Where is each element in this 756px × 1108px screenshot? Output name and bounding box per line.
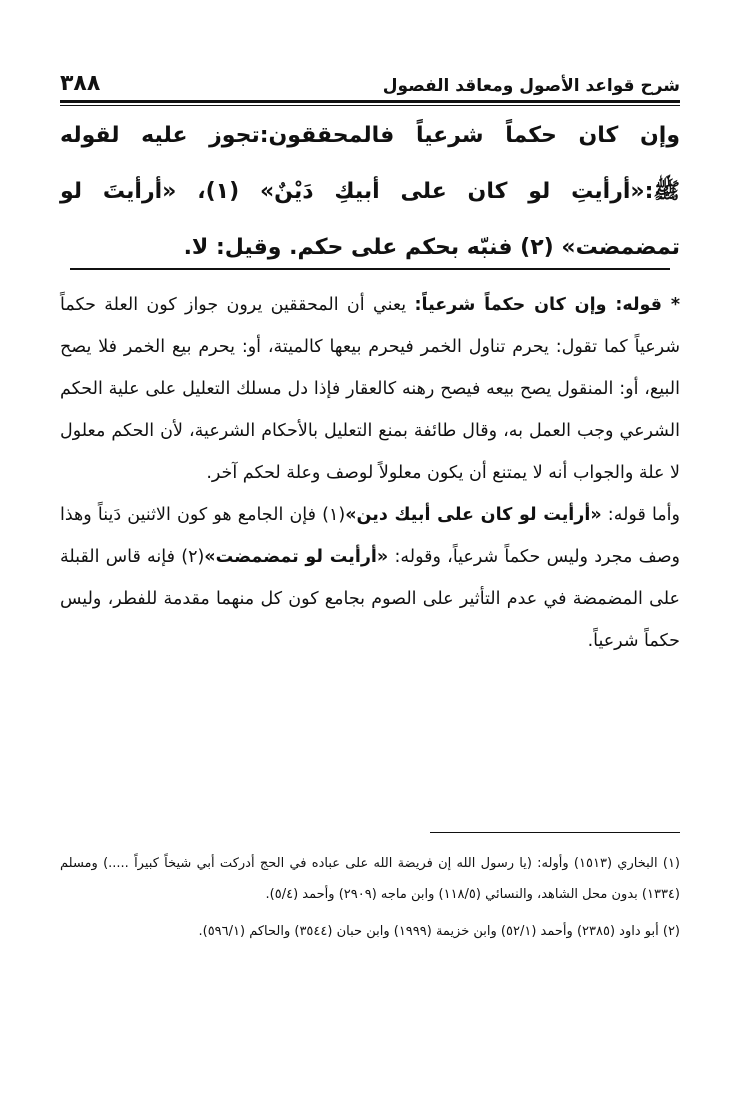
commentary-p2-b: (١) فإن الجامع هو كون الاثنين دَيناً وهذا وصف مجرد وليس حكماً شرعياً، وقوله:	[60, 505, 681, 567]
commentary-paragraph-2	[60, 494, 680, 662]
commentary-p2-c: (٢) فإنه قاس القبلة على المضمضة في عدم التأثير على الصوم بجامع كون كل منهما مقدمة للفطر، وليس حكماً شرعياً.	[60, 547, 680, 651]
commentary-p2-a: وأما قوله:	[601, 505, 680, 525]
page-number: ٣٨٨	[60, 71, 101, 96]
footnote-2: (٢) أبو داود (٢٣٨٥) وأحمد (٥٢/١) وابن خزيمة (١٩٩٩) وابن حبان (٣٥٤٤) والحاكم (٥٩٦/١).	[198, 924, 680, 939]
header-rule-thick	[60, 100, 680, 103]
section-divider	[70, 268, 670, 270]
footnote-divider	[430, 832, 680, 833]
running-title: شرح قواعد الأصول ومعاقد الفصول	[382, 76, 680, 96]
commentary-body-1: يعني أن المحققين يرون جواز كون العلة حكماً شرعياً كما تقول: يحرم تناول الخمر فيحرم بيعها كالميتة، أو: يحرم بيع الخمر فلا يصح البيع، أو: المنقول يصح بيعه فيصح رهنه كالعقار فإذا دل مسلك التعليل على علية الحكم الشرعي وجب العمل به، وقال طائفة بمنع التعليل بالأحكام الشرعية، لأن الحكم معلول لا علة والجواب أنه لا يمتنع أن يكون معلولاً لوصف وعلة لحكم آخر.	[60, 295, 680, 483]
footnote-1: (١) البخاري (١٥١٣) وأوله: (يا رسول الله إن فريضة الله على عباده في الحج أدركت أبي شيخاً كبيراً .....) ومسلم (١٣٣٤) بدون محل الشاهد، والنسائي (١١٨/٥) وابن ماجه (٢٩٠٩) وأحمد (٥/٤).	[60, 856, 680, 902]
commentary-lead: * قوله: وإن كان حكماً شرعياً:	[414, 295, 680, 315]
commentary-quote-1: «أرأيت لو كان على أبيك دين»	[345, 505, 602, 525]
page-header	[60, 60, 680, 100]
commentary	[60, 284, 680, 662]
commentary-quote-2: «أرأيت لو تمضمضت»	[204, 547, 389, 567]
matn-text: وإن كان حكماً شرعياً فالمحققون:تجوز عليه لقوله ﷺ:«أرأيتِ لو كان على أبيكِ دَيْنٌ» (١)، «أرأيتَ لو تمضمضت» (٢) فنبّه بحكم على حكم. وقيل: لا.	[60, 123, 680, 260]
footnotes	[60, 848, 680, 953]
commentary-paragraph-1	[60, 284, 680, 494]
book-page	[60, 40, 680, 1090]
header-rule-thin	[60, 105, 680, 106]
